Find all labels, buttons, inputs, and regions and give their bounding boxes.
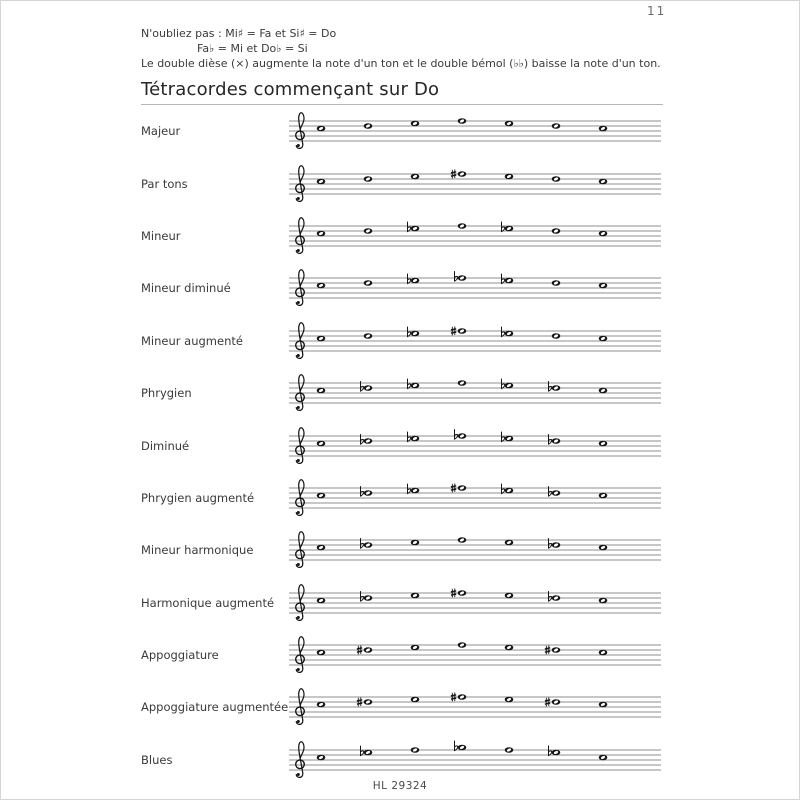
reminder-block [141,26,799,71]
staff [289,264,661,312]
whole-note [364,543,373,549]
page-title: Tétracordes commençant sur Do [141,80,663,105]
tetrachord-label: Phrygien [141,386,192,401]
staff [289,160,661,208]
whole-note [364,385,373,391]
flat-icon [502,379,505,389]
whole-note [458,538,467,544]
whole-note [411,488,420,494]
flat-icon [408,484,411,494]
whole-note [317,650,326,656]
whole-note [505,540,514,546]
flat-icon [455,429,458,439]
whole-note [552,228,561,234]
tetrachord-row [141,105,799,157]
whole-note [552,281,561,287]
staff [289,736,661,784]
whole-note [552,595,561,601]
whole-note [505,697,514,703]
whole-note [599,493,608,499]
flat-icon [408,274,411,284]
whole-note [552,385,561,391]
whole-note [411,697,420,703]
whole-note [505,278,514,284]
whole-note [411,278,420,284]
whole-note [599,335,608,341]
whole-note [599,440,608,446]
tetrachord-row [141,315,799,367]
tetrachord-row [141,367,799,419]
whole-note [317,545,326,551]
whole-note [505,121,514,127]
flat-icon [502,274,505,284]
whole-note [505,488,514,494]
tetrachord-label: Mineur diminué [141,281,231,296]
tetrachord-row [141,629,799,681]
whole-note [317,440,326,446]
staff [289,683,661,731]
whole-note [411,330,420,336]
whole-note [364,647,373,653]
whole-note [317,283,326,289]
tetrachord-row [141,577,799,629]
whole-note [458,485,467,491]
whole-note [458,328,467,334]
whole-note [364,438,373,444]
whole-note [599,755,608,761]
whole-note [599,702,608,708]
whole-note [317,178,326,184]
flat-icon [361,746,364,756]
whole-note [364,700,373,706]
whole-note [458,433,467,439]
whole-note [411,645,420,651]
flat-icon [549,746,552,756]
flat-icon [408,222,411,232]
staff [289,526,661,574]
whole-note [317,755,326,761]
tetrachord-row [141,734,799,786]
whole-note [505,226,514,232]
flat-icon [408,379,411,389]
reminder-line-2: Fa♭ = Mi et Do♭ = Si [197,42,308,55]
whole-note [411,383,420,389]
whole-note [364,750,373,756]
tetrachord-label: Phrygien augmenté [141,490,255,505]
tetrachord-label: Mineur harmonique [141,543,254,558]
whole-note [411,435,420,441]
whole-note [411,226,420,232]
flat-icon [502,327,505,337]
whole-note [364,176,373,182]
reminder-line-3: Le double dièse (×) augmente la note d'un ton et le double bémol (♭♭) baisse la note d'un ton. [141,57,661,70]
whole-note [458,745,467,751]
whole-note [317,126,326,132]
whole-note [411,173,420,179]
tetrachord-label: Blues [141,752,173,767]
staff [289,579,661,627]
whole-note [317,493,326,499]
whole-note [505,330,514,336]
whole-note [317,335,326,341]
whole-note [364,595,373,601]
whole-note [411,540,420,546]
whole-note [505,383,514,389]
staff [289,474,661,522]
whole-note [599,126,608,132]
tetrachord-label: Par tons [141,176,188,191]
whole-note [599,231,608,237]
tetrachord-label: Majeur [141,124,181,139]
whole-note [552,438,561,444]
whole-note [317,597,326,603]
whole-note [552,647,561,653]
whole-note [552,123,561,129]
whole-note [505,435,514,441]
tetrachord-row [141,262,799,314]
whole-note [599,178,608,184]
whole-note [458,380,467,386]
reminder-line-1: N'oubliez pas : Mi♯ = Fa et Si♯ = Do [141,27,337,40]
flat-icon [408,432,411,442]
whole-note [599,388,608,394]
whole-note [552,543,561,549]
whole-note [552,700,561,706]
tetrachord-row [141,681,799,733]
whole-note [505,592,514,598]
page-number: 11 [647,4,667,18]
tetrachord-row [141,419,799,471]
whole-note [458,590,467,596]
whole-note [411,747,420,753]
whole-note [411,121,420,127]
flat-icon [455,272,458,282]
staff [289,317,661,365]
tetrachord-row [141,524,799,576]
whole-note [458,118,467,124]
edition-number: HL 29324 [372,780,428,792]
whole-note [599,597,608,603]
flat-icon [408,327,411,337]
staves-list [141,105,799,786]
tetrachord-label: Mineur [141,228,181,243]
whole-note [458,171,467,177]
whole-note [317,388,326,394]
whole-note [599,545,608,551]
whole-note [599,283,608,289]
whole-note [317,231,326,237]
staff [289,422,661,470]
whole-note [458,223,467,229]
whole-note [317,702,326,708]
flat-icon [502,222,505,232]
staff [289,107,661,155]
flat-icon [502,432,505,442]
tetrachord-label: Appoggiature [141,648,219,663]
whole-note [599,650,608,656]
whole-note [364,123,373,129]
whole-note [458,642,467,648]
whole-note [458,695,467,701]
whole-note [364,333,373,339]
whole-note [364,281,373,287]
whole-note [552,333,561,339]
whole-note [458,276,467,282]
staff [289,212,661,260]
tetrachord-label: Diminué [141,438,190,453]
whole-note [364,228,373,234]
staff [289,369,661,417]
whole-note [552,750,561,756]
whole-note [505,747,514,753]
flat-icon [502,484,505,494]
staff [289,631,661,679]
tetrachord-row [141,210,799,262]
whole-note [552,490,561,496]
tetrachord-label: Mineur augmenté [141,333,243,348]
whole-note [505,645,514,651]
tetrachord-label: Harmonique augmenté [141,595,275,610]
tetrachord-row [141,157,799,209]
whole-note [411,592,420,598]
flat-icon [455,741,458,751]
whole-note [364,490,373,496]
tetrachord-label: Appoggiature augmentée [141,700,289,715]
whole-note [505,173,514,179]
tetrachord-row [141,472,799,524]
whole-note [552,176,561,182]
